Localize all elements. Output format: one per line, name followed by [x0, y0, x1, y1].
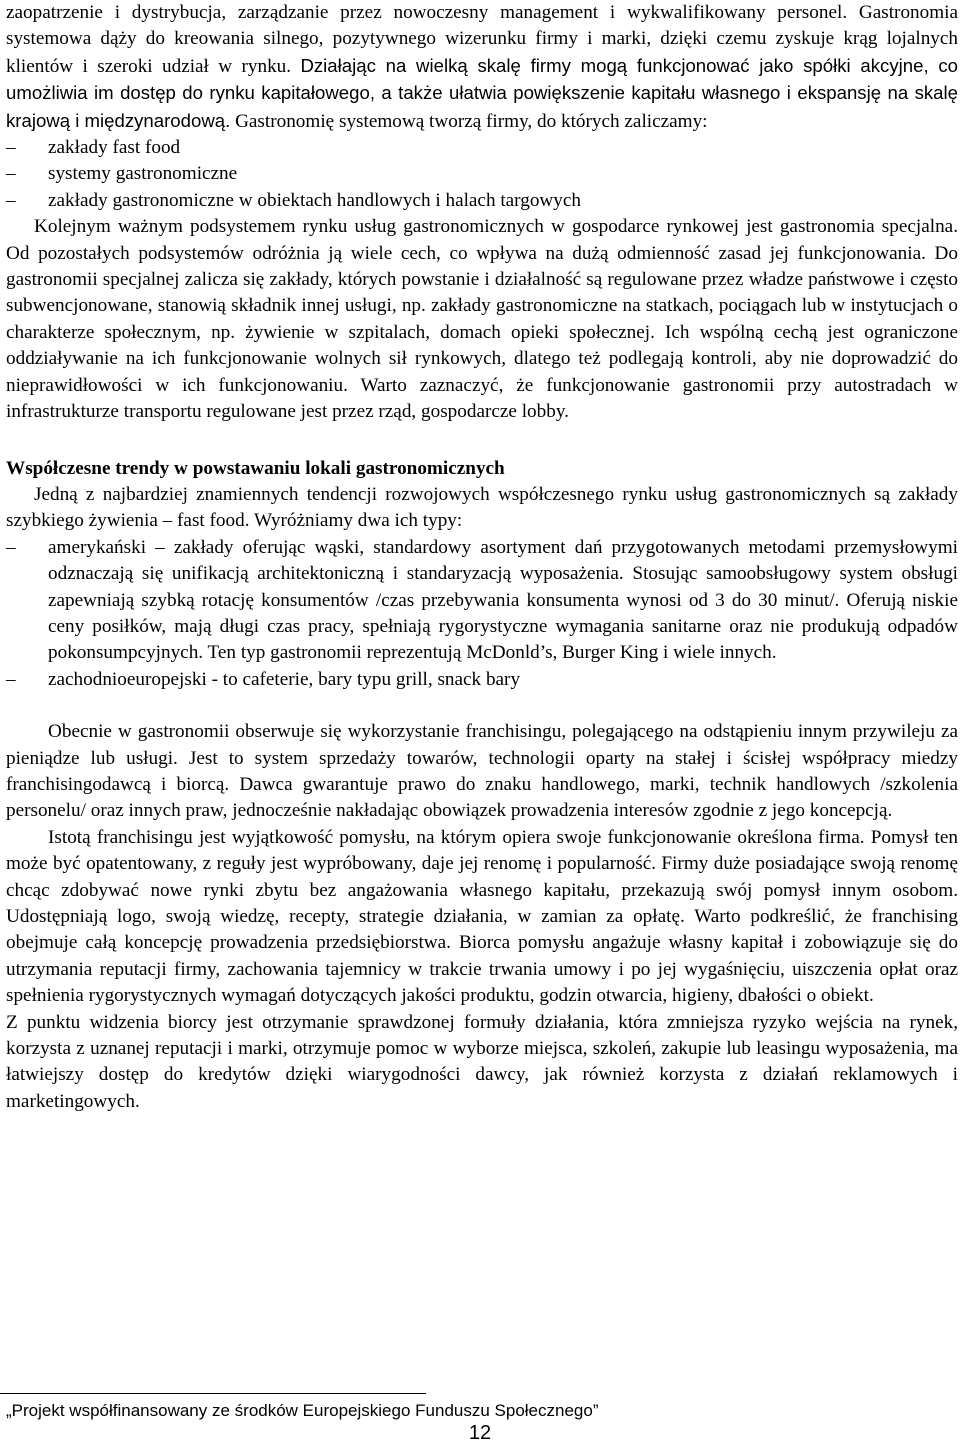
page-number: 12: [468, 1422, 492, 1444]
text-span: zaopatrzenie i dystrybucja, zarządzanie przez nowoczesny management i wykwalifikowany personel. Gastronomia systemowa dąży do kreowania silnego, pozytywnego wizerunku firmy i marki, dzięki czemu zyskuje krąg lojalnych klientów i szeroki udział w rynku.: [6, 2, 958, 77]
paragraph-recipient-view: Z punktu widzenia biorcy jest otrzymanie sprawdzonej formuły działania, która zmniejsza ryzyko wejścia na rynek, korzysta z uznanej reputacji i marki, otrzymuje pomoc w wyborze miejsca, szkoleń, zakupie lub leasingu wyposażenia, ma łatwiejszy dostęp do kredytów dzięki wiarygodności dawcy, jak również korzysta z działań reklamowych i marketingowych.: [6, 1011, 958, 1112]
footer-note: „Projekt współfinansowany ze środków Europejskiego Funduszu Społecznego”: [6, 1401, 599, 1420]
fast-food-types-list: [6, 535, 958, 693]
text-span: Gastronomię systemową tworzą firmy, do których zaliczamy:: [235, 110, 708, 132]
paragraph-franchise-essence: Istotą franchisingu jest wyjątkowość pomysłu, na którym opiera swoje funkcjonowanie określona firma. Pomysł ten może być opatentowany, z reguły jest wypróbowany, daje jej renomę i popularność. Firmy duże posiadające swoją renomę chcąc zdobywać nowe rynki zbytu bez angażowania własnego kapitału, przekazują swój pomysł innym osobom. Udostępniają logo, swoją wiedzę, recepty, strategie działania, w zamian za opłatę. Warto podkreślić, że franchising obejmuje całą koncepcję prowadzenia przedsiębiorstwa. Biorca pomysłu angażuje własny kapitał i zobowiązuje się do utrzymania reputacji firmy, zachowania tajemnicy w trakcie trwania umowy i po jej wygaśnięciu, uiszczenia opłat oraz spełnienia rygorystycznych wymagań dotyczących jakości produktu, godzin otwarcia, higieny, dbałości o obiekt.: [6, 826, 958, 1007]
paragraph-franchising: Obecnie w gastronomii obserwuje się wykorzystanie franchisingu, polegającego na odstąpieniu innym przywileju za pieniądze lub usługi. Jest to system sprzedaży towarów, technologii oparty na stałej i ścisłej współpracy miedzy franchisingodawcą i biorcą. Dawca gwarantuje prawo do znaku handlowego, marki, technik handlowych /szkolenia personelu/ oraz innych praw, jednocześnie nakładając obowiązek prowadzenia interesów zgodnie z jego koncepcją.: [6, 721, 958, 822]
footer-divider: [0, 1393, 426, 1394]
text-span-sans: Działając na wielką skalę firmy mogą funkcjonować jako spółki akcyjne, co umożliwia im dostęp do rynku kapitałowego, a także ułatwia powiększenie kapitału własnego i ekspansję na skalę krajową i międzynarodową.: [6, 54, 959, 131]
document-page: [6, 0, 958, 1115]
list-item: – amerykański – zakłady oferując wąski, standardowy asortyment dań przygotowanych metodami przemysłowymi odznaczają się unifikacją architektoniczną i standaryzacją wyposażenia. Stosując samoobsługowy system obsługi zapewniają szybką rotację konsumentów /czas przebywania konsumenta wynosi od 3 do 30 minut/. Oferują niskie ceny posiłków, mają długi czas pracy, spełniają rygorystyczne wymagania sanitarne oraz nie produkują odpadów pokonsumpcyjnych. Ten typ gastronomii reprezentują McDonld’s, Burger King i wiele innych.: [6, 535, 958, 667]
spacer: [6, 693, 958, 719]
list-item: – zakłady gastronomiczne w obiektach handlowych i halach targowych: [6, 188, 958, 214]
paragraph-systemic-gastronomy: [6, 0, 958, 135]
section-heading: Współczesne trendy w powstawaniu lokali gastronomicznych: [6, 457, 505, 479]
list-item: – zakłady fast food: [6, 135, 958, 161]
paragraph-special-gastronomy: Kolejnym ważnym podsystemem rynku usług gastronomicznych w gospodarce rynkowej jest gastronomia specjalna. Od pozostałych podsystemów odróżnia ją wiele cech, co wpływa na dużą odmienność zasad jej funkcjonowania. Do gastronomii specjalnej zalicza się zakłady, których powstanie i działalność są regulowane przez władze państwowe i często subwencjonowane, stanowią składnik innej usługi, np. zakłady gastronomiczne na statkach, pociągach lub w instytucjach o charakterze społecznym, np. żywienie w szpitalach, domach opieki społecznej. Ich wspólną cechą jest ograniczone oddziaływanie na ich funkcjonowanie wolnych sił rynkowych, dlatego też podlegają kontroli, aby nie doprowadzić do nieprawidłowości w ich funkcjonowaniu. Warto zaznaczyć, że funkcjonowanie gastronomii przy autostradach w infrastrukturze transportu regulowane jest przez rząd, gospodarcze lobby.: [6, 216, 958, 423]
firm-types-list: [6, 135, 958, 214]
list-item: – systemy gastronomiczne: [6, 161, 958, 187]
paragraph-fast-food-intro: Jedną z najbardziej znamiennych tendencji rozwojowych współczesnego rynku usług gastronomicznych są zakłady szybkiego żywienia – fast food. Wyróżniamy dwa ich typy:: [6, 483, 958, 532]
list-item: – zachodnioeuropejski - to cafeterie, bary typu grill, snack bary: [6, 667, 958, 693]
